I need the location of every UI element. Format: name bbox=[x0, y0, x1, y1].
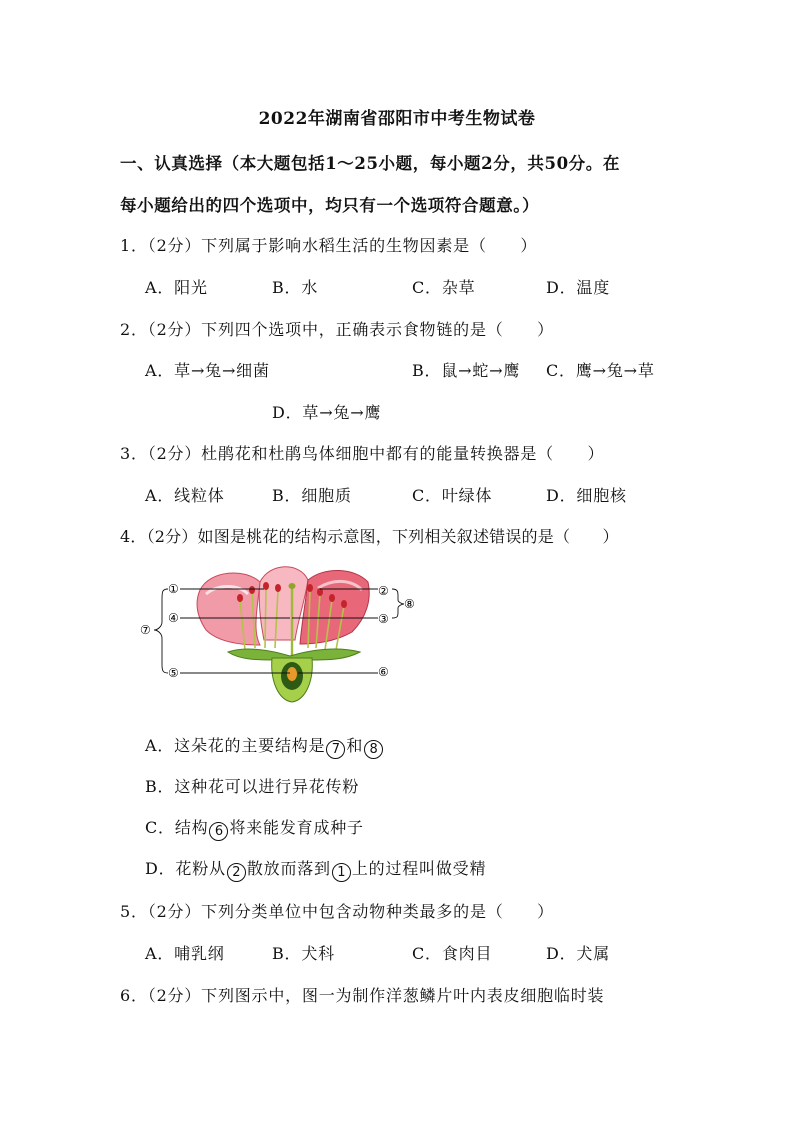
brace-7 bbox=[154, 589, 168, 673]
question-1-stem: 1．（2分）下列属于影响水稻生活的生物因素是（ ） bbox=[120, 236, 538, 255]
q1-option-b: B．水 bbox=[272, 278, 319, 297]
label-3: ③ bbox=[378, 612, 389, 626]
q4-option-b: B．这种花可以进行异花传粉 bbox=[145, 777, 360, 796]
q1-option-c: C．杂草 bbox=[412, 278, 476, 297]
peach-flower-diagram bbox=[140, 560, 430, 705]
q3-option-c: C．叶绿体 bbox=[412, 486, 493, 505]
q5-option-a: A．哺乳纲 bbox=[145, 944, 225, 963]
q4-option-a bbox=[145, 733, 384, 759]
label-2: ② bbox=[378, 584, 389, 598]
q4-option-d bbox=[145, 856, 486, 882]
brace-8 bbox=[392, 589, 404, 618]
q4-d-text-mid: 散放而落到 bbox=[246, 859, 331, 878]
q4-a-text: A．这朵花的主要结构是 bbox=[145, 736, 326, 755]
q4-d-text: D．花粉从 bbox=[145, 859, 226, 878]
q4-d-text-post: 上的过程叫做受精 bbox=[351, 859, 487, 878]
left-petal bbox=[197, 573, 260, 645]
q5-option-d: D．犬属 bbox=[546, 944, 611, 963]
q5-option-c: C．食肉目 bbox=[412, 944, 493, 963]
section-heading-line-1: 一、认真选择（本大题包括1～25小题，每小题2分，共50分。在 bbox=[120, 154, 620, 173]
q3-option-d: D．细胞核 bbox=[546, 486, 627, 505]
circled-number-2: 2 bbox=[227, 863, 246, 882]
label-1: ① bbox=[168, 582, 179, 596]
circled-number-1: 1 bbox=[332, 863, 351, 882]
q5-option-b: B．犬科 bbox=[272, 944, 335, 963]
question-3-stem: 3．（2分）杜鹃花和杜鹃鸟体细胞中都有的能量转换器是（ ） bbox=[120, 444, 605, 463]
q1-option-a: A．阳光 bbox=[145, 278, 208, 297]
q4-a-text-mid: 和 bbox=[346, 736, 364, 755]
q2-option-d: D．草→兔→鹰 bbox=[272, 403, 382, 422]
circled-number-8: 8 bbox=[364, 740, 383, 759]
question-4-stem: 4．（2分）如图是桃花的结构示意图，下列相关叙述错误的是（ ） bbox=[120, 527, 619, 546]
q2-option-a: A．草→兔→细菌 bbox=[145, 361, 270, 380]
question-5-stem: 5．（2分）下列分类单位中包含动物种类最多的是（ ） bbox=[120, 902, 554, 921]
label-8: ⑧ bbox=[404, 597, 415, 611]
label-6: ⑥ bbox=[378, 665, 389, 679]
q2-option-c: C．鹰→兔→草 bbox=[546, 361, 655, 380]
label-4: ④ bbox=[168, 611, 179, 625]
question-2-stem: 2．（2分）下列四个选项中，正确表示食物链的是（ ） bbox=[120, 320, 554, 339]
q3-option-a: A．线粒体 bbox=[145, 486, 225, 505]
circled-number-6: 6 bbox=[209, 822, 228, 841]
label-5: ⑤ bbox=[168, 666, 179, 680]
q4-c-text: C．结构 bbox=[145, 818, 209, 837]
circled-number-7: 7 bbox=[326, 740, 345, 759]
q1-option-d: D．温度 bbox=[546, 278, 611, 297]
q3-option-b: B．细胞质 bbox=[272, 486, 352, 505]
q4-option-c bbox=[145, 815, 364, 841]
ovule bbox=[287, 667, 297, 681]
q4-c-text-post: 将来能发育成种子 bbox=[229, 818, 364, 837]
question-6-stem: 6．（2分）下列图示中，图一为制作洋葱鳞片叶内表皮细胞临时装 bbox=[120, 986, 605, 1005]
label-7: ⑦ bbox=[140, 623, 151, 637]
q2-option-b: B．鼠→蛇→鹰 bbox=[412, 361, 521, 380]
stigma bbox=[289, 583, 296, 589]
section-heading-line-2: 每小题给出的四个选项中，均只有一个选项符合题意。） bbox=[120, 196, 540, 215]
exam-title: 2022年湖南省邵阳市中考生物试卷 bbox=[258, 109, 536, 129]
